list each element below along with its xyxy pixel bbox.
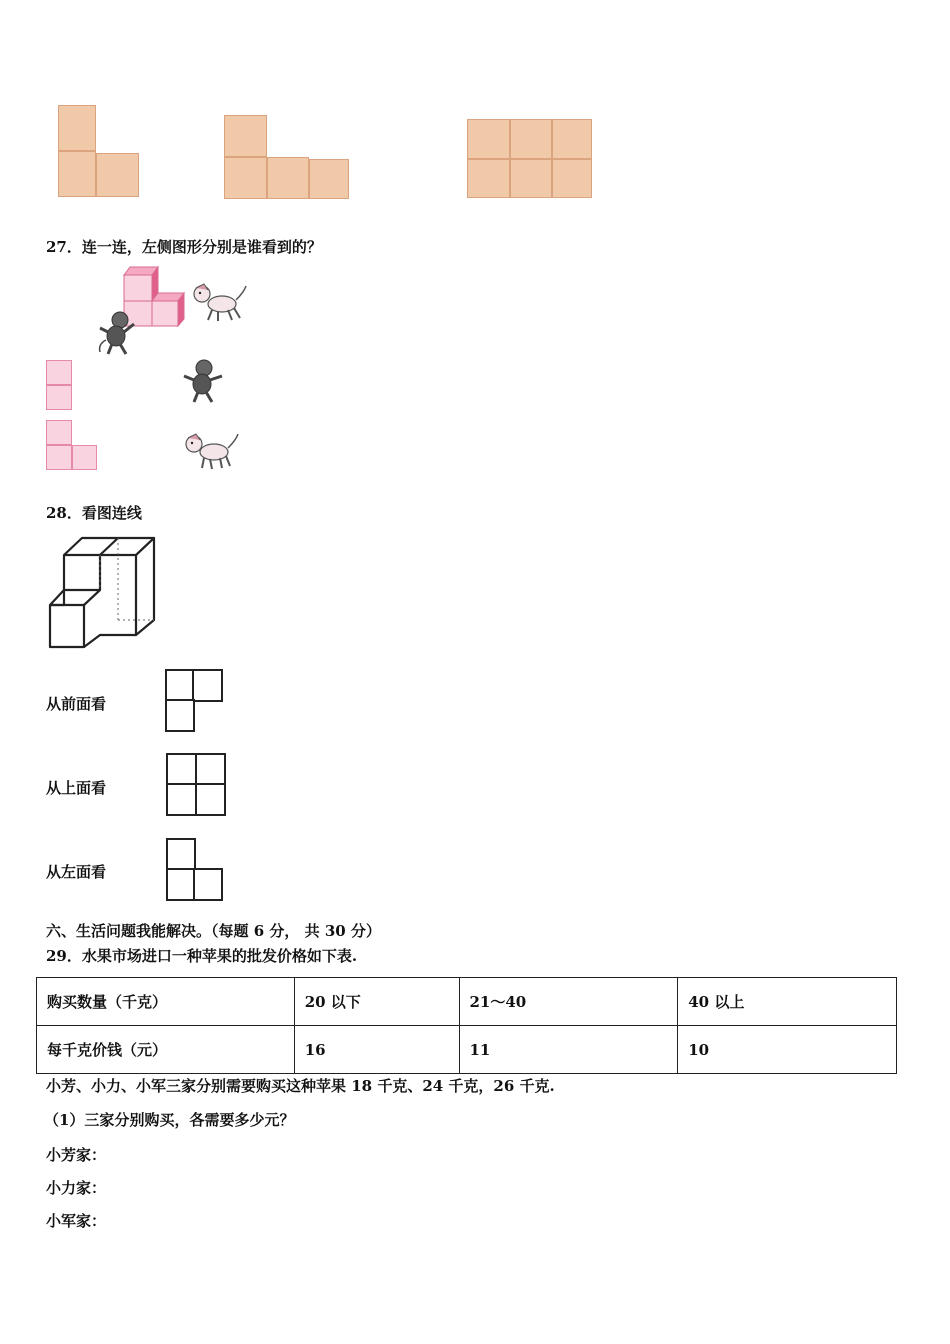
question-29-sub1: （1）三家分别购买，各需要多少元？	[44, 1111, 295, 1129]
dog-icon	[190, 280, 248, 324]
table-cell: 每千克价钱（元）	[37, 1026, 295, 1074]
section-6-title: 六、生活问题我能解决。（每题 6 分， 共 30 分）	[46, 922, 381, 940]
table-cell: 11	[459, 1026, 678, 1074]
question-28-title: 28．看图连线	[46, 504, 142, 522]
answer-line-xiaofang: 小芳家：	[46, 1146, 107, 1164]
question-27-title: 27．连一连，左侧图形分别是谁看到的？	[46, 238, 322, 256]
answer-line-xiaojun: 小军家：	[46, 1212, 107, 1230]
monkey-option-icon[interactable]	[180, 358, 224, 404]
solid-figure-drawing	[44, 535, 158, 653]
question-29-title: 29．水果市场进口一种苹果的批发价格如下表.	[46, 947, 358, 965]
dog-option-icon[interactable]	[182, 428, 240, 472]
table-cell: 购买数量（千克）	[37, 978, 295, 1026]
table-cell: 21～40	[459, 978, 678, 1026]
table-row	[37, 978, 897, 1026]
view-label-front: 从前面看	[46, 695, 107, 713]
answer-line-xiaoli: 小力家：	[46, 1179, 107, 1197]
table-cell: 10	[678, 1026, 897, 1074]
table-cell: 40 以上	[678, 978, 897, 1026]
table-cell: 20 以下	[294, 978, 459, 1026]
price-table	[36, 977, 897, 1074]
table-row	[37, 1026, 897, 1074]
view-label-top: 从上面看	[46, 779, 107, 797]
table-cell: 16	[294, 1026, 459, 1074]
view-label-left: 从左面看	[46, 863, 107, 881]
monkey-icon	[94, 310, 138, 356]
question-29-statement: 小芳、小力、小军三家分别需要购买这种苹果 18 千克、24 千克，26 千克.	[46, 1077, 555, 1095]
